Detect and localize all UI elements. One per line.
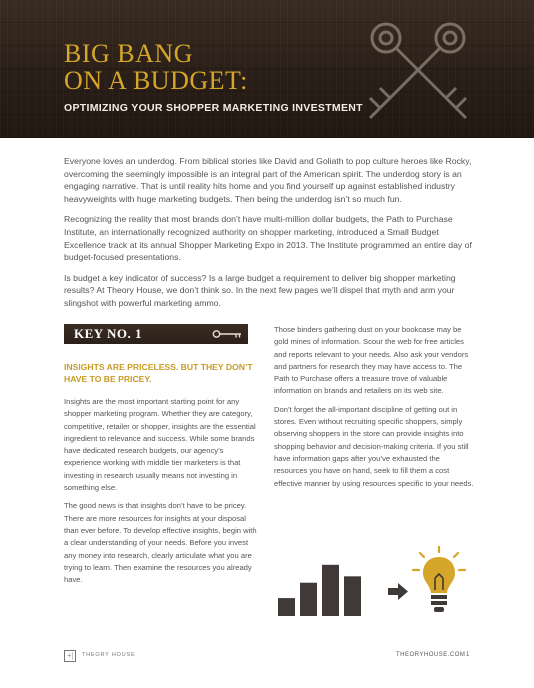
right-column bbox=[274, 324, 474, 496]
page-number: 1 bbox=[466, 652, 470, 658]
bar-chart-icon bbox=[278, 565, 361, 616]
intro-text bbox=[64, 155, 480, 318]
key-icon bbox=[212, 329, 242, 339]
left-column bbox=[64, 396, 260, 592]
intro-paragraph: Is budget a key indicator of success? Is a large budget a requirement to deliver big shopper marketing results? At Theory House, we don’t think so. In the next few pages we’ll dispel that myth and arm your slingshot with powerful marketing ammo. bbox=[64, 272, 456, 308]
section-heading: INSIGHTS ARE PRICELESS. BUT THEY DON’T HAVE TO BE PRICEY. bbox=[64, 362, 253, 384]
bar-1 bbox=[278, 598, 295, 616]
arrow-right-icon bbox=[388, 583, 408, 600]
footer-website-link[interactable]: THEORYHOUSE.COM bbox=[396, 652, 466, 658]
body-paragraph: The good news is that insights don’t have to be pricey. There are more resources for insights at your disposal than ever before. To develop effective insights, begin with a clear understanding of your needs. Before you invest any money into research, clearly articulate what you are trying to learn. Then examine the resources you already have. bbox=[64, 501, 257, 585]
intro-paragraph: Recognizing the reality that most brands don’t have multi-million dollar budgets, the Path to Purchase Institute, an internationally recognized authority on shopper marketing, introduced a Small Budget Excellence track at its annual Shopper Marketing Expo in 2013. The Institute programmed an entire day of budget-focused presentations. bbox=[64, 214, 472, 263]
bar-2 bbox=[300, 583, 317, 616]
page-subtitle: OPTIMIZING YOUR SHOPPER MARKETING INVESTMENT bbox=[64, 102, 363, 114]
title-line-2: ON A BUDGET: bbox=[64, 66, 248, 95]
insight-graphic bbox=[274, 546, 484, 622]
body-paragraph: Those binders gathering dust on your bookcase may be gold mines of information. Scour the web for free articles and reports relevant to your needs. Also ask your vendors and partners for research they may have access to. The Path to Purchase offers a treasure trove of valuable information on brands and retailers on its web site. bbox=[274, 325, 469, 396]
hero-banner bbox=[0, 0, 534, 138]
footer-brand: THEORY HOUSE bbox=[82, 652, 136, 658]
logo-mark: +| bbox=[67, 651, 74, 660]
theory-house-logo bbox=[64, 650, 76, 662]
page-title bbox=[64, 40, 248, 94]
body-paragraph: Don’t forget the all-important discipline of getting out in stores. Even without recruiting specific shoppers, simply observing shoppers in the store can provide insights into shopping behavior and decision-making criteria. If you still have information gaps after you’ve exhausted the resources you have on hand, seek to fill them a cost effective manner by using resources specific to your needs. bbox=[274, 404, 474, 488]
bar-4 bbox=[344, 576, 361, 616]
lightbulb-icon bbox=[413, 546, 465, 612]
body-paragraph: Insights are the most important starting point for any shopper marketing program. Whether they are category, competitive, retailer or shopper, insights are the essential ingredient to relevance and success. While some brands have dedicated research budgets, our agency’s experience working with middle tier marketers is that investing in research usually means not investing in something else. bbox=[64, 397, 256, 493]
crossed-keys-icon bbox=[338, 10, 498, 130]
bar-3 bbox=[322, 565, 339, 616]
page-footer bbox=[64, 650, 484, 664]
key-section-label: KEY NO. 1 bbox=[74, 326, 142, 341]
intro-paragraph: Everyone loves an underdog. From biblical stories like David and Goliath to pop culture heroes like Rocky, overcoming the seemingly impossible is an integral part of the American spirit. The underdog story is an engaging narrative. That is until reality hits home and you find yourself up against established industry heavyweights with huge marketing budgets. Then being the underdog isn’t so much fun. bbox=[64, 156, 472, 204]
key-section-bar bbox=[64, 324, 248, 344]
title-line-1: BIG BANG bbox=[64, 39, 193, 68]
